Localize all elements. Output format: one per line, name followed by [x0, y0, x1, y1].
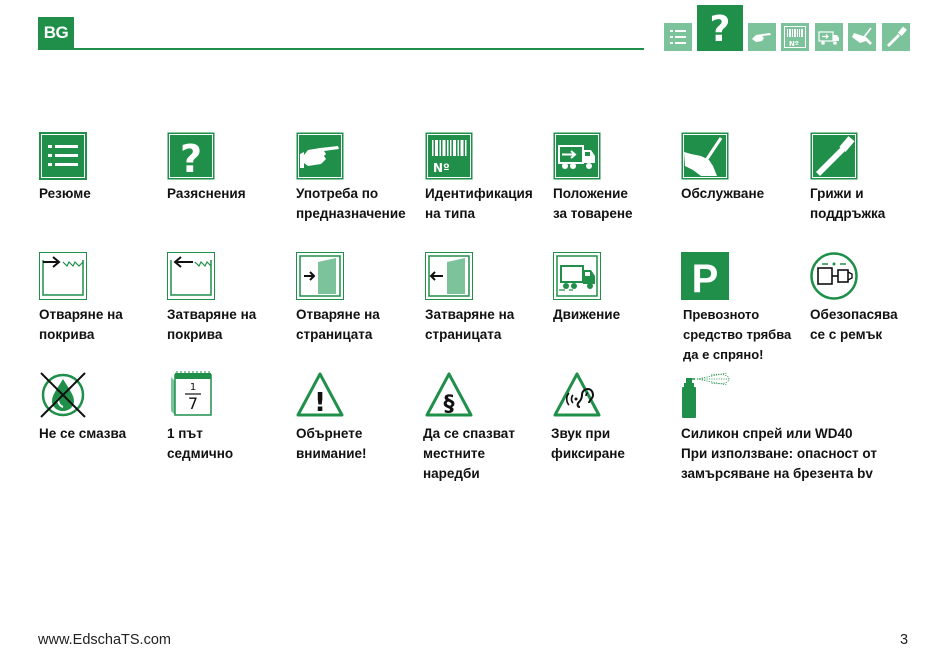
nav-summary-button[interactable] [664, 23, 692, 51]
legend-label: Обслужване [681, 186, 765, 201]
question-icon [167, 132, 215, 180]
svg-text:1: 1 [189, 382, 197, 393]
legend-label: Обърнете внимание! [296, 426, 367, 461]
legend-label: Движение [553, 307, 621, 322]
moving-truck-icon [553, 252, 601, 300]
nav-care-button[interactable] [882, 23, 910, 51]
nav-intended-use-button[interactable] [748, 23, 776, 51]
close-roof-icon [167, 252, 215, 300]
legend-label: Превозното средство трябва да е спряно! [683, 307, 792, 362]
nav-explanations-button[interactable] [697, 5, 743, 51]
parking-icon [681, 252, 729, 300]
no-lubricate-icon [39, 371, 87, 419]
legend-label: Резюме [39, 186, 91, 201]
legend-label: Разяснения [167, 186, 246, 201]
legend-label: 1 път седмично [167, 426, 234, 461]
wrench-icon [810, 132, 858, 180]
warning-icon [296, 371, 344, 419]
legend-label: Грижи и поддръжка [810, 186, 886, 221]
legend-label: Звук при фиксиране [551, 426, 625, 461]
sound-icon [553, 371, 601, 419]
question-icon [700, 8, 740, 48]
calendar-icon [167, 371, 215, 419]
nav-service-button[interactable] [848, 23, 876, 51]
svg-text:P: P [691, 257, 719, 300]
wrench-icon [884, 25, 908, 49]
open-side-icon [296, 252, 344, 300]
legend-label: Отваряне на страницата [296, 307, 380, 342]
list-icon [39, 132, 87, 180]
spray-can-icon [681, 371, 731, 419]
legend-label: Идентификация на типа [425, 186, 533, 221]
page-number: 3 [900, 632, 909, 648]
legend-label: Да се спазват местните наредби [423, 426, 515, 481]
barcode-icon [425, 132, 473, 180]
legend-label: Употреба по предназначение [296, 186, 406, 221]
svg-text:§: § [443, 392, 455, 417]
legend-label: Затваряне на покрива [167, 307, 257, 342]
svg-text:!: ! [314, 388, 326, 418]
legend-label: Отваряне на покрива [39, 307, 123, 342]
header-divider [38, 48, 644, 50]
legend-label: Положение за товарене [553, 186, 633, 221]
nav-type-id-button[interactable] [781, 23, 809, 51]
regulations-icon [425, 371, 473, 419]
legend-label: Затваряне на страницата [425, 307, 515, 342]
footer-url[interactable]: www.EdschaTS.com [38, 632, 171, 648]
barcode-icon [783, 25, 807, 49]
close-side-icon [425, 252, 473, 300]
truck-icon [817, 25, 841, 49]
open-roof-icon [39, 252, 87, 300]
svg-text:Nº: Nº [433, 161, 450, 175]
svg-text:?: ? [709, 9, 731, 48]
pointing-hand-icon [296, 132, 344, 180]
language-badge: BG [38, 17, 74, 49]
hand-tool-icon [850, 25, 874, 49]
list-icon [668, 27, 688, 47]
truck-icon [553, 132, 601, 180]
legend-label: Не се смазва [39, 426, 127, 441]
legend-label: Силикон спрей или WD40 При използване: опасност от замърсяване на брезента bv [681, 426, 877, 481]
hand-tool-icon [681, 132, 729, 180]
nav-loading-button[interactable] [815, 23, 843, 51]
strap-icon [810, 252, 858, 300]
svg-text:Nº: Nº [789, 40, 799, 48]
legend-label: Обезопасява се с ремък [810, 307, 898, 342]
svg-text:7: 7 [187, 394, 199, 413]
pointing-hand-icon [750, 25, 774, 49]
svg-text:?: ? [179, 137, 203, 180]
